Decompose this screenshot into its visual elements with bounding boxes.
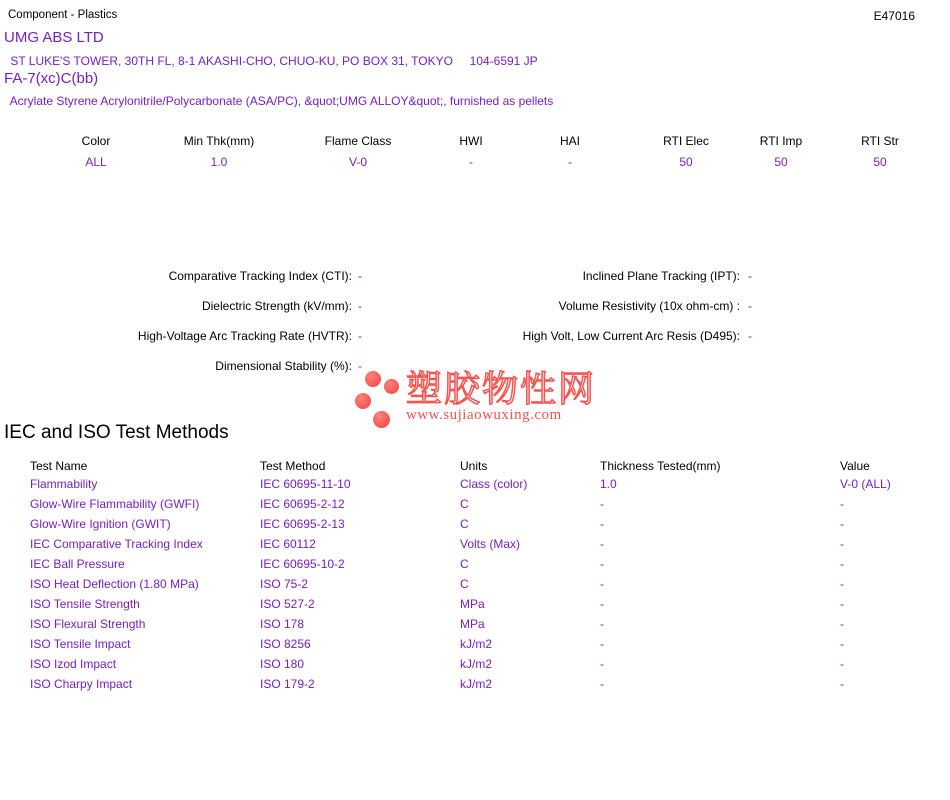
electrical-value: -: [358, 329, 362, 343]
testtable-cell: ISO Heat Deflection (1.80 MPa): [30, 577, 199, 591]
testtable-cell: -: [840, 537, 844, 551]
testtable-cell: ISO Tensile Impact: [30, 637, 131, 651]
testtable-cell: -: [840, 657, 844, 671]
testtable-cell: -: [840, 517, 844, 531]
testtable-cell: -: [840, 637, 844, 651]
product-model: FA-7(xc)C(bb): [4, 70, 99, 87]
testtable-cell: Volts (Max): [460, 537, 521, 551]
ratings-value: 50: [774, 155, 788, 169]
testtable-cell: -: [600, 497, 604, 511]
electrical-value: -: [358, 359, 362, 373]
testtable-cell: IEC Ball Pressure: [30, 557, 125, 571]
ratings-value: 50: [679, 155, 693, 169]
testtable-cell: kJ/m2: [460, 677, 493, 691]
testtable-cell: MPa: [460, 597, 485, 611]
testtable-cell: ISO Flexural Strength: [30, 617, 146, 631]
testtable-cell: -: [840, 597, 844, 611]
testtable-cell: -: [840, 677, 844, 691]
ratings-column-header: RTI Str: [861, 134, 899, 148]
testtable-column-header: Test Name: [30, 459, 88, 473]
electrical-label: Comparative Tracking Index (CTI):: [168, 269, 352, 283]
testtable-cell: -: [600, 637, 604, 651]
ul-file-number: E47016: [873, 9, 915, 23]
ratings-column-header: HAI: [559, 134, 581, 148]
testtable-cell: -: [600, 577, 604, 591]
testtable-cell: Glow-Wire Flammability (GWFI): [30, 497, 200, 511]
testtable-cell: -: [840, 497, 844, 511]
electrical-label: Dielectric Strength (kV/mm):: [201, 299, 352, 313]
section-heading: IEC and ISO Test Methods: [4, 422, 229, 443]
testtable-column-header: Units: [460, 459, 488, 473]
ratings-value: 1.0: [210, 155, 228, 169]
ratings-value: -: [469, 155, 473, 169]
electrical-label: Dimensional Stability (%):: [215, 359, 352, 373]
electrical-label: Inclined Plane Tracking (IPT):: [582, 269, 740, 283]
testtable-cell: IEC 60695-2-13: [260, 517, 345, 531]
testtable-cell: IEC 60112: [260, 537, 316, 551]
electrical-label: Volume Resistivity (10x ohm-cm) :: [558, 299, 740, 313]
testtable-column-header: Thickness Tested(mm): [600, 459, 721, 473]
testtable-cell: IEC 60695-2-12: [260, 497, 345, 511]
testtable-cell: IEC 60695-11-10: [260, 477, 351, 491]
testtable-cell: ISO 8256: [260, 637, 311, 651]
testtable-cell: -: [600, 597, 604, 611]
testtable-cell: ISO 180: [260, 657, 305, 671]
testtable-cell: 1.0: [600, 477, 617, 491]
testtable-cell: C: [460, 577, 469, 591]
watermark-dot-icon: [355, 393, 371, 409]
testtable-cell: Flammability: [30, 477, 98, 491]
testtable-cell: -: [600, 557, 604, 571]
ratings-column-header: RTI Elec: [663, 134, 709, 148]
testtable-cell: ISO Charpy Impact: [30, 677, 133, 691]
electrical-value: -: [748, 299, 752, 313]
ratings-value: V-0: [348, 155, 368, 169]
ratings-column-header: Flame Class: [324, 134, 392, 148]
testtable-cell: -: [840, 617, 844, 631]
testtable-cell: -: [840, 557, 844, 571]
ratings-value: ALL: [85, 155, 107, 169]
testtable-cell: V-0 (ALL): [840, 477, 891, 491]
testtable-cell: ISO Tensile Strength: [30, 597, 140, 611]
ratings-value: -: [568, 155, 572, 169]
ratings-column-header: RTI Imp: [759, 134, 803, 148]
testtable-cell: kJ/m2: [460, 637, 493, 651]
testtable-cell: C: [460, 517, 469, 531]
electrical-label: High-Voltage Arc Tracking Rate (HVTR):: [137, 329, 352, 343]
testtable-cell: C: [460, 557, 469, 571]
testtable-cell: -: [840, 577, 844, 591]
electrical-value: -: [748, 329, 752, 343]
ratings-column-header: Color: [81, 134, 111, 148]
ratings-column-header: HWI: [459, 134, 483, 148]
ratings-value: 50: [873, 155, 887, 169]
company-address: ST LUKE'S TOWER, 30TH FL, 8-1 AKASHI-CHO, CHUO-KU, PO BOX 31, TOKYO 104-6591 JP: [7, 54, 538, 68]
testtable-cell: MPa: [460, 617, 485, 631]
watermark-brand-text: 塑胶物性网: [406, 368, 597, 409]
testtable-cell: ISO 179-2: [260, 677, 315, 691]
ratings-column-header: Min Thk(mm): [183, 134, 255, 148]
watermark-dot-icon: [365, 371, 381, 387]
electrical-value: -: [748, 269, 752, 283]
page-category: Component - Plastics: [8, 9, 118, 21]
testtable-cell: -: [600, 677, 604, 691]
testtable-cell: -: [600, 537, 604, 551]
company-name: UMG ABS LTD: [4, 29, 104, 46]
electrical-value: -: [358, 269, 362, 283]
testtable-column-header: Test Method: [260, 459, 326, 473]
testtable-cell: C: [460, 497, 469, 511]
testtable-cell: ISO 75-2: [260, 577, 309, 591]
product-description: Acrylate Styrene Acrylonitrile/Polycarbonate (ASA/PC), &quot;UMG ALLOY&quot;, furnished as pellets: [7, 94, 554, 108]
testtable-cell: -: [600, 517, 604, 531]
testtable-cell: -: [600, 657, 604, 671]
testtable-cell: ISO 527-2: [260, 597, 315, 611]
electrical-label: High Volt, Low Current Arc Resis (D495):: [522, 329, 740, 343]
electrical-value: -: [358, 299, 362, 313]
testtable-cell: Glow-Wire Ignition (GWIT): [30, 517, 171, 531]
testtable-cell: kJ/m2: [460, 657, 493, 671]
watermark-dot-icon: [373, 411, 390, 428]
testtable-cell: IEC 60695-10-2: [260, 557, 345, 571]
watermark-url: www.sujiaowuxing.com: [406, 407, 562, 423]
testtable-cell: ISO 178: [260, 617, 305, 631]
testtable-column-header: Value: [840, 459, 870, 473]
testtable-cell: -: [600, 617, 604, 631]
watermark-dot-icon: [384, 379, 399, 394]
testtable-cell: ISO Izod Impact: [30, 657, 117, 671]
testtable-cell: Class (color): [460, 477, 528, 491]
testtable-cell: IEC Comparative Tracking Index: [30, 537, 203, 551]
